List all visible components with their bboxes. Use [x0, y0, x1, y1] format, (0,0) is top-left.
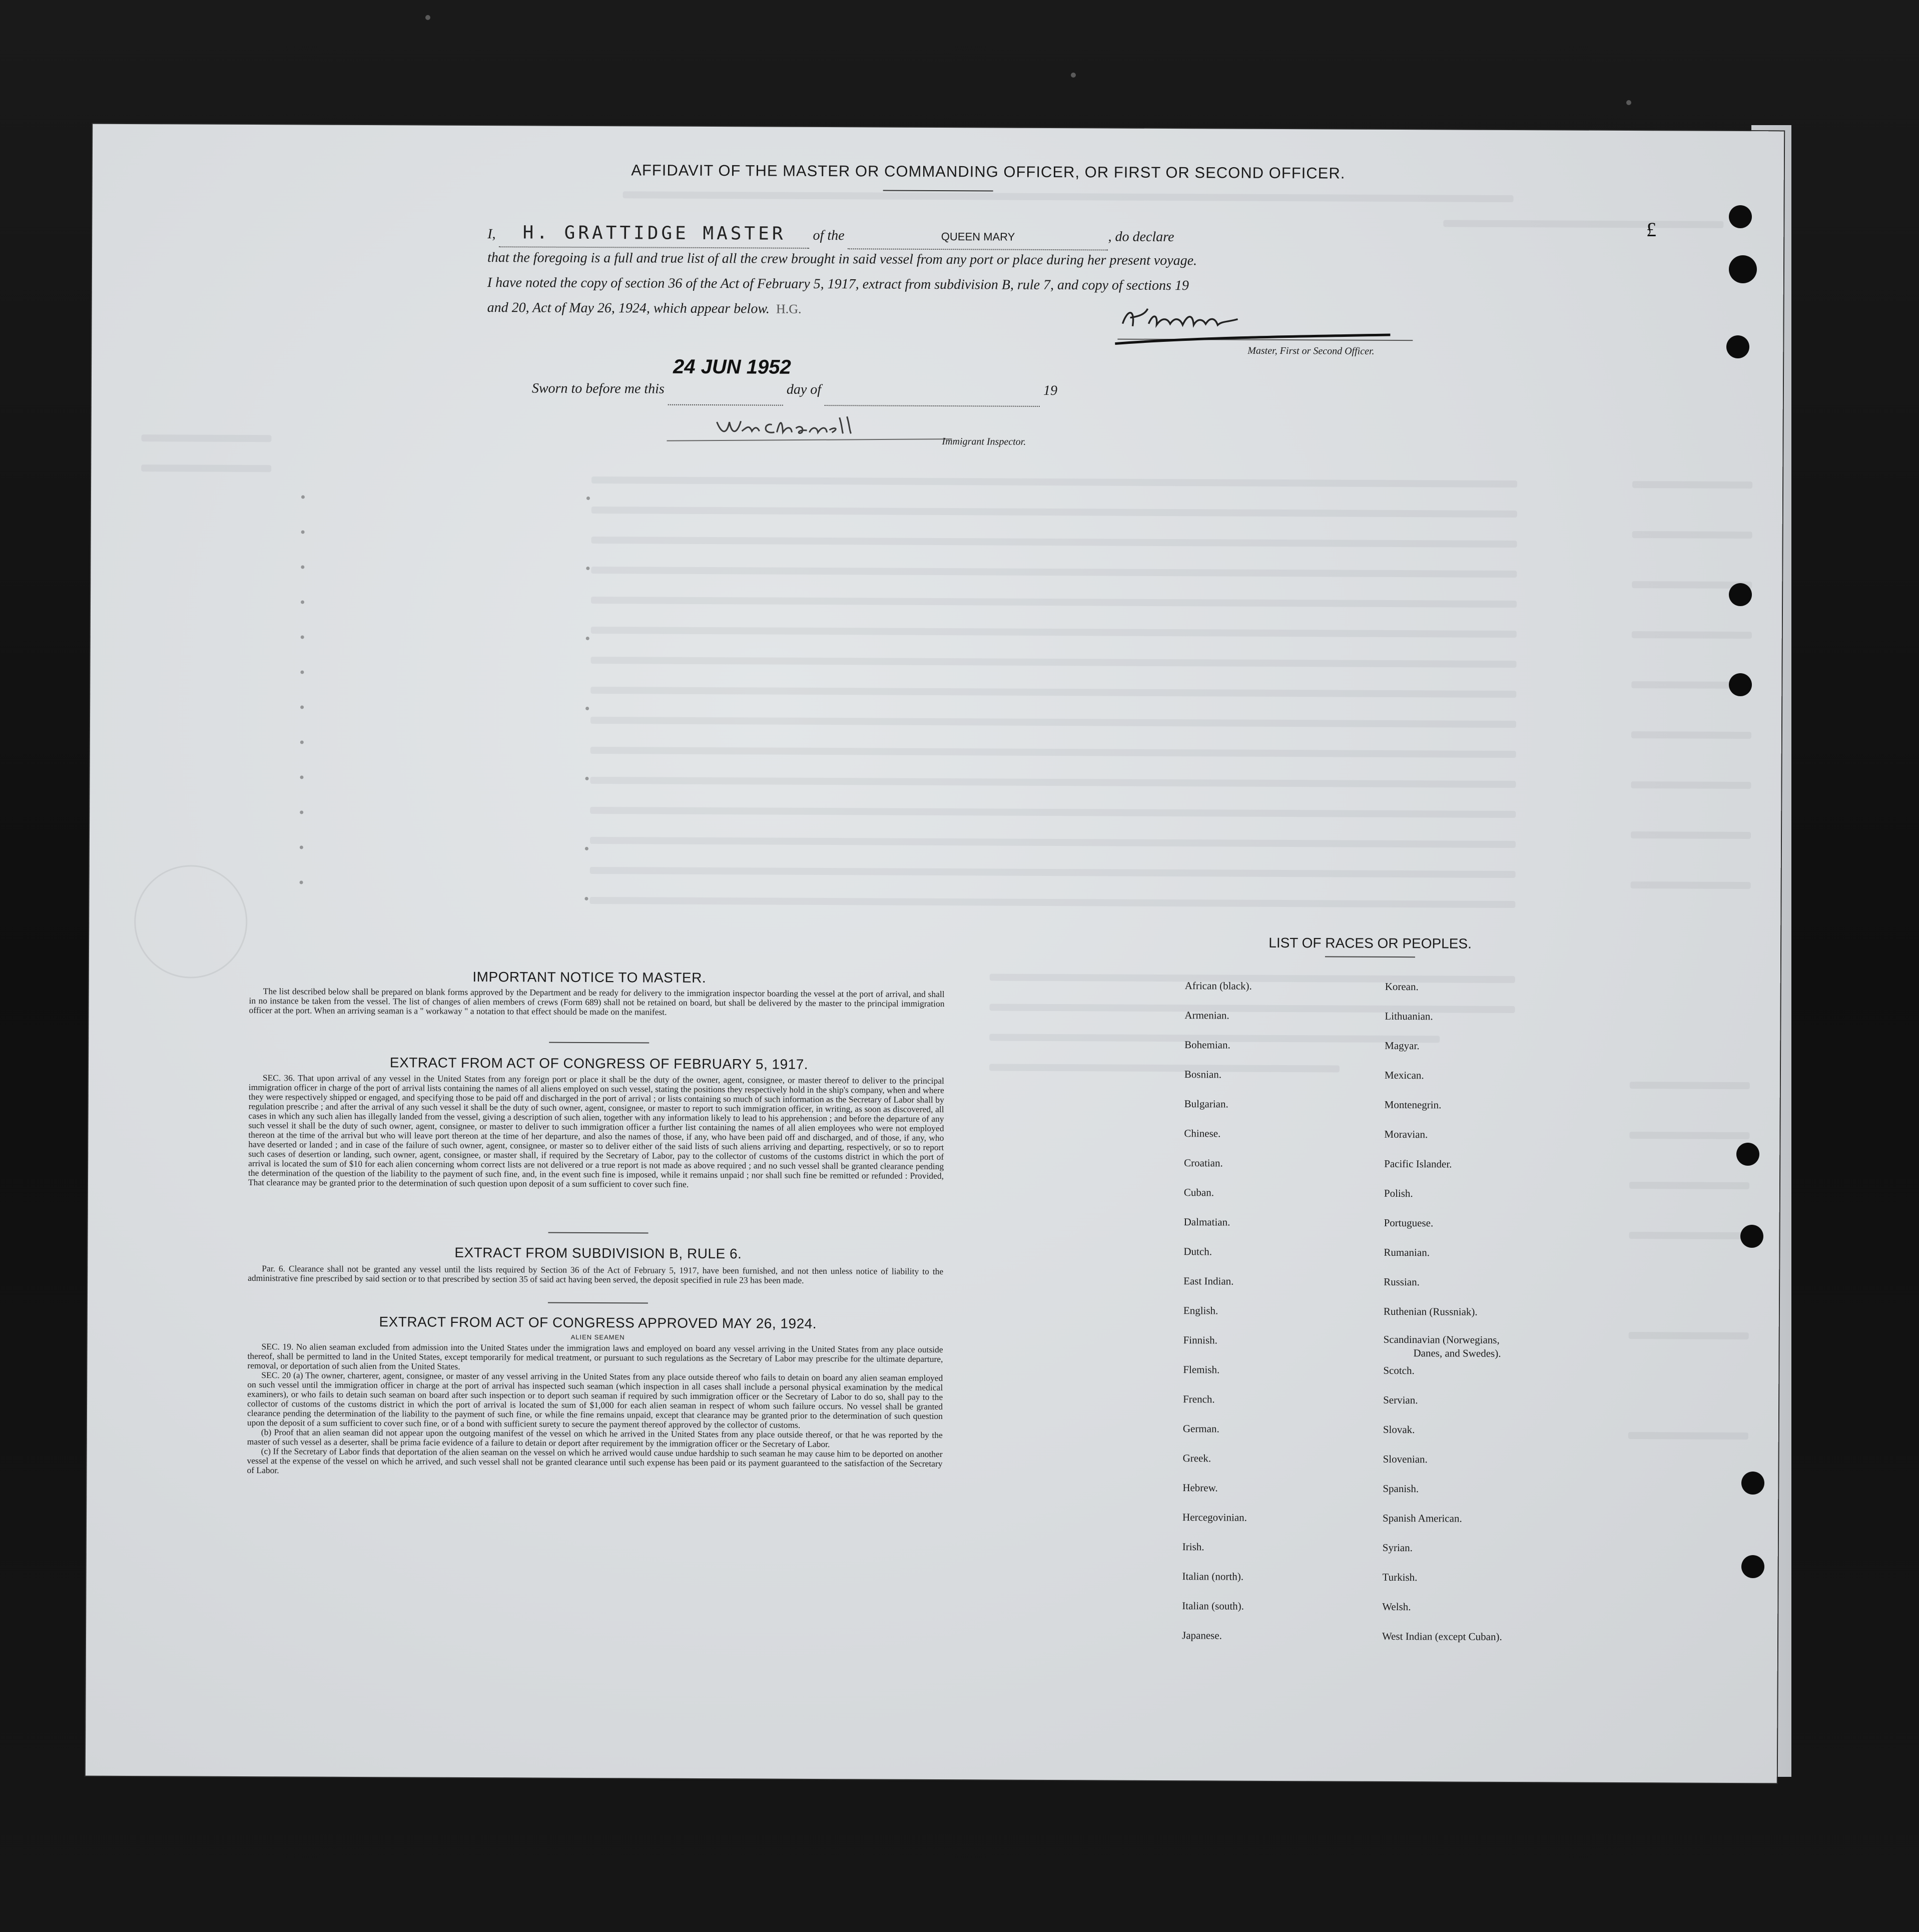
race-item: Moravian.: [1384, 1128, 1428, 1141]
rule-6-body: [248, 1264, 943, 1286]
notice-text: The list described below shall be prepared on blank forms approved by the Department and be ready for delivery to the immigration inspector boarding the vessel at the port of arrival, and shall in no instance be taken from the vessel. The list of changes of alien members of crews (Form 689) shall not be retained on board, but shall be delivered by the master to the principal immigration officer at the port. When an arriving seaman is a " workaway " a notation to that effect should be made on the manifest.: [249, 986, 945, 1017]
sworn-line: [531, 355, 1058, 407]
race-item: Armenian.: [1184, 1009, 1229, 1022]
sworn-day-of: day of: [786, 381, 822, 397]
race-item: West Indian (except Cuban).: [1382, 1630, 1502, 1643]
race-item: Hebrew.: [1182, 1482, 1218, 1494]
affidavit-line-2: that the foregoing is a full and true list of all the crew brought in said vessel from any port or place during her present voyage.: [487, 250, 1197, 269]
sworn-year: 19: [1043, 382, 1058, 399]
officer-label: Master, First or Second Officer.: [1247, 345, 1375, 357]
race-item: Ruthenian (Russniak).: [1383, 1305, 1478, 1318]
race-item: Italian (north).: [1182, 1570, 1244, 1583]
race-item: Pacific Islander.: [1384, 1157, 1452, 1170]
extract-1924-subtitle: ALIEN SEAMEN: [570, 1333, 625, 1341]
date-stamp: 24 JUN 1952: [673, 355, 791, 378]
punch-hole: [1736, 1143, 1759, 1166]
race-item: Welsh.: [1382, 1600, 1411, 1613]
race-item: Spanish American.: [1383, 1512, 1462, 1525]
extract-1917-title: EXTRACT FROM ACT OF CONGRESS OF FEBRUARY 5, 1917.: [389, 1055, 809, 1072]
race-item: Slovak.: [1383, 1423, 1415, 1436]
race-item: Russian.: [1384, 1275, 1420, 1288]
race-item: Mexican.: [1384, 1069, 1424, 1082]
rule-6-text: Par. 6. Clearance shall not be granted any vessel until the lists required by Section 36 of the Act of February 5, 1917, have been furnished, and not then unless notice of liability to the administrative fine prescribed by said section or to that prescribed by section 35 of said act having been served, the deposit specified in rule 23 has been made.: [248, 1263, 944, 1285]
race-item: Scandinavian (Norwegians,: [1383, 1333, 1500, 1346]
race-item: Turkish.: [1382, 1571, 1418, 1584]
sec-20c-text: (c) If the Secretary of Labor finds that deportation of the alien seaman on the vessel on which he arrived would cause undue hardship to such seaman he may cause him to be deported on another vessel at the expense of the vessel on which he arrived, and such vessel shall not be granted clearance until such expense has been paid or its payment guaranteed to the satisfaction of the Secretary of Labor.: [247, 1446, 943, 1476]
margin-mark-icon: £: [1646, 218, 1656, 241]
race-item: Bohemian.: [1184, 1039, 1230, 1051]
race-item: English.: [1183, 1304, 1218, 1317]
race-item: East Indian.: [1183, 1275, 1234, 1287]
punch-hole: [1729, 205, 1752, 228]
race-item: Portuguese.: [1384, 1216, 1434, 1229]
race-item: Slovenian.: [1383, 1453, 1428, 1466]
race-item: Rumanian.: [1384, 1246, 1430, 1259]
race-item: Lithuanian.: [1385, 1010, 1433, 1023]
races-title: LIST OF RACES OR PEOPLES.: [1268, 934, 1472, 951]
affidavit-declare: , do declare: [1108, 229, 1174, 245]
affidavit-title: AFFIDAVIT OF THE MASTER OR COMMANDING OFFICER, OR FIRST OR SECOND OFFICER.: [631, 161, 1346, 182]
race-item: Bosnian.: [1184, 1068, 1222, 1081]
punch-hole: [1741, 1472, 1764, 1495]
race-item: Greek.: [1182, 1452, 1211, 1465]
scanner-edge-marks: [0, 0, 1919, 115]
race-item: Spanish.: [1383, 1482, 1419, 1495]
race-item: Korean.: [1385, 980, 1419, 993]
race-item: Dutch.: [1183, 1245, 1212, 1258]
bleed-through: [86, 124, 1784, 1783]
sec-20a-text: SEC. 20 (a) The owner, charterer, agent, consignee, or master of any vessel arriving in the United States from any place outside thereof who fails to detain on board any alien seaman employed on such vessel until the immigration officer in charge at the port of arrival has inspected such seaman (which inspection in all cases shall include a personal physical examination by the medical examiners), or who fails to detain such seaman on board after such inspection or to deport such seaman if required by such immigration officer or the Secretary of Labor to do so, shall pay to the collector of customs of the customs district in which the port of arrival is located the sum of $1,000 for each alien seaman in respect of whom such failure occurs. No vessel shall be granted clearance pending the determination of the liability to the payment of such fine, or while the fine remains unpaid, except that clearance may be granted prior to the determination of such question upon the deposit of a sum sufficient to cover such fine, or of a bond with sufficient surety to secure the payment thereof approved by the collector of customs.: [247, 1370, 943, 1430]
notice-title: IMPORTANT NOTICE TO MASTER.: [472, 969, 707, 986]
race-item: Polish.: [1384, 1187, 1413, 1200]
rule-6-title: EXTRACT FROM SUBDIVISION B, RULE 6.: [454, 1244, 742, 1262]
punch-hole: [1729, 255, 1757, 283]
vessel-name: QUEEN MARY: [941, 230, 1015, 243]
race-item: Finnish.: [1183, 1334, 1217, 1346]
affidavit-line-3: I have noted the copy of section 36 of the Act of February 5, 1917, extract from subdivision B, rule 7, and copy of sections 19: [487, 275, 1189, 294]
affidavit-prefix: I,: [487, 226, 496, 242]
punch-hole: [1726, 335, 1749, 358]
race-item: Japanese.: [1182, 1629, 1222, 1642]
punch-hole: [1729, 583, 1752, 606]
punch-hole: [1741, 1555, 1764, 1578]
inspector-signature: [667, 407, 957, 448]
race-item: Italian (south).: [1182, 1600, 1244, 1612]
race-item: Dalmatian.: [1183, 1216, 1230, 1228]
extract-1924-body: [247, 1342, 943, 1478]
race-item: Servian.: [1383, 1393, 1418, 1406]
extract-1917-body: [248, 1073, 944, 1190]
sec-19-text: SEC. 19. No alien seaman excluded from admission into the United States under the immigration laws and employed on board any vessel arriving in the United States from any place outside thereof, shall be permitted to land in the United States, except temporarily for medical treatment, or pursuant to such regulations as the Secretary of Labor may prescribe for the ultimate departure, removal, or deportation of such alien from the United States.: [247, 1341, 943, 1371]
race-item: Flemish.: [1183, 1363, 1220, 1376]
race-item: Magyar.: [1385, 1039, 1420, 1052]
race-item: Syrian.: [1382, 1541, 1413, 1554]
race-item: Irish.: [1182, 1541, 1204, 1553]
punch-hole: [1729, 673, 1752, 696]
sec-20b-text: (b) Proof that an alien seaman did not appear upon the outgoing manifest of the vessel on which he arrived in the United States from any place outside thereof, or that he was reported by the master of such vessel as a deserter, shall be prima facie evidence of a failure to detain or deport after requirement by the immigration officer or the Secretary of Labor.: [247, 1427, 943, 1450]
race-item: Bulgarian.: [1184, 1098, 1228, 1110]
master-name: H. GRATTIDGE MASTER: [522, 222, 786, 244]
sworn-prefix: Sworn to before me this: [531, 380, 665, 397]
race-item: Danes, and Swedes).: [1413, 1347, 1501, 1359]
race-item: Hercegovinian.: [1182, 1511, 1247, 1524]
affidavit-line-4: [487, 296, 802, 321]
race-item: German.: [1182, 1422, 1219, 1435]
race-item: African (black).: [1184, 980, 1252, 992]
notice-body: [249, 987, 944, 1018]
manifest-page: [86, 124, 1784, 1783]
race-item: Chinese.: [1184, 1127, 1221, 1140]
master-initials: H.G.: [776, 301, 802, 316]
race-item: Montenegrin.: [1384, 1098, 1442, 1111]
extract-1924-title: EXTRACT FROM ACT OF CONGRESS APPROVED MAY 26, 1924.: [379, 1314, 817, 1331]
race-item: Cuban.: [1183, 1186, 1214, 1199]
affidavit-line-4-text: and 20, Act of May 26, 1924, which appear below.: [487, 300, 770, 317]
race-item: French.: [1183, 1393, 1215, 1405]
inspector-label: Immigrant Inspector.: [942, 436, 1026, 447]
affidavit-of-the: of the: [813, 227, 845, 244]
race-item: Scotch.: [1383, 1364, 1415, 1377]
punch-hole: [1740, 1225, 1763, 1248]
race-item: Croatian.: [1184, 1157, 1223, 1169]
extract-1917-text: SEC. 36. That upon arrival of any vessel in the United States from any foreign port or place it shall be the duty of the owner, agent, consignee, or master thereof to deliver to the principal immigration officer in charge of the port of arrival lists containing the names of all aliens employed on such vessel, stating the positions they respectively hold in the ship's company, when and where they were respectively shipped or engaged, and specifying those to be paid off and discharged in the port of arrival ; or lists containing so much of such information as the Secretary of Labor shall by regulation prescribe ; and after the arrival of any such vessel it shall be the duty of such owner, agent, consignee, or master to report to such immigration officer, in writing, as soon as discovered, all cases in which any such alien has illegally landed from the vessel, giving a description of such alien, together with any information likely to lead to his apprehension ; and before the departure of any such vessel it shall be the duty of such owner, agent, consignee, or master to deliver to such immigration officer a further list containing the names of all alien employees who were not employed thereon at the time of the arrival but who will leave port thereon at the time of her departure, and also the names of those, if any, who have been paid off and discharged, and of those, if any, who have deserted or landed ; and in case of the failure of such owner, agent, consignee, or master so to deliver either of the said lists of such aliens arriving and departing, respectively, or so to report such cases of desertion or landing, such owner, agent, consignee, or master shall, if required by the Secretary of Labor, pay to the collector of customs of the customs district in which the port of arrival is located the sum of $10 for each alien concerning whom correct lists are not delivered or a true report is not made as above required ; and no such vessel shall be granted clearance pending the determination of the question of the liability to the payment of such fine, and, in the event such fine is imposed, while it remains unpaid ; nor shall such fine be remitted or refunded : Provided, That clearance may be granted prior to the determination of such question upon deposit of a sum sufficient to cover such fine.: [248, 1073, 944, 1189]
